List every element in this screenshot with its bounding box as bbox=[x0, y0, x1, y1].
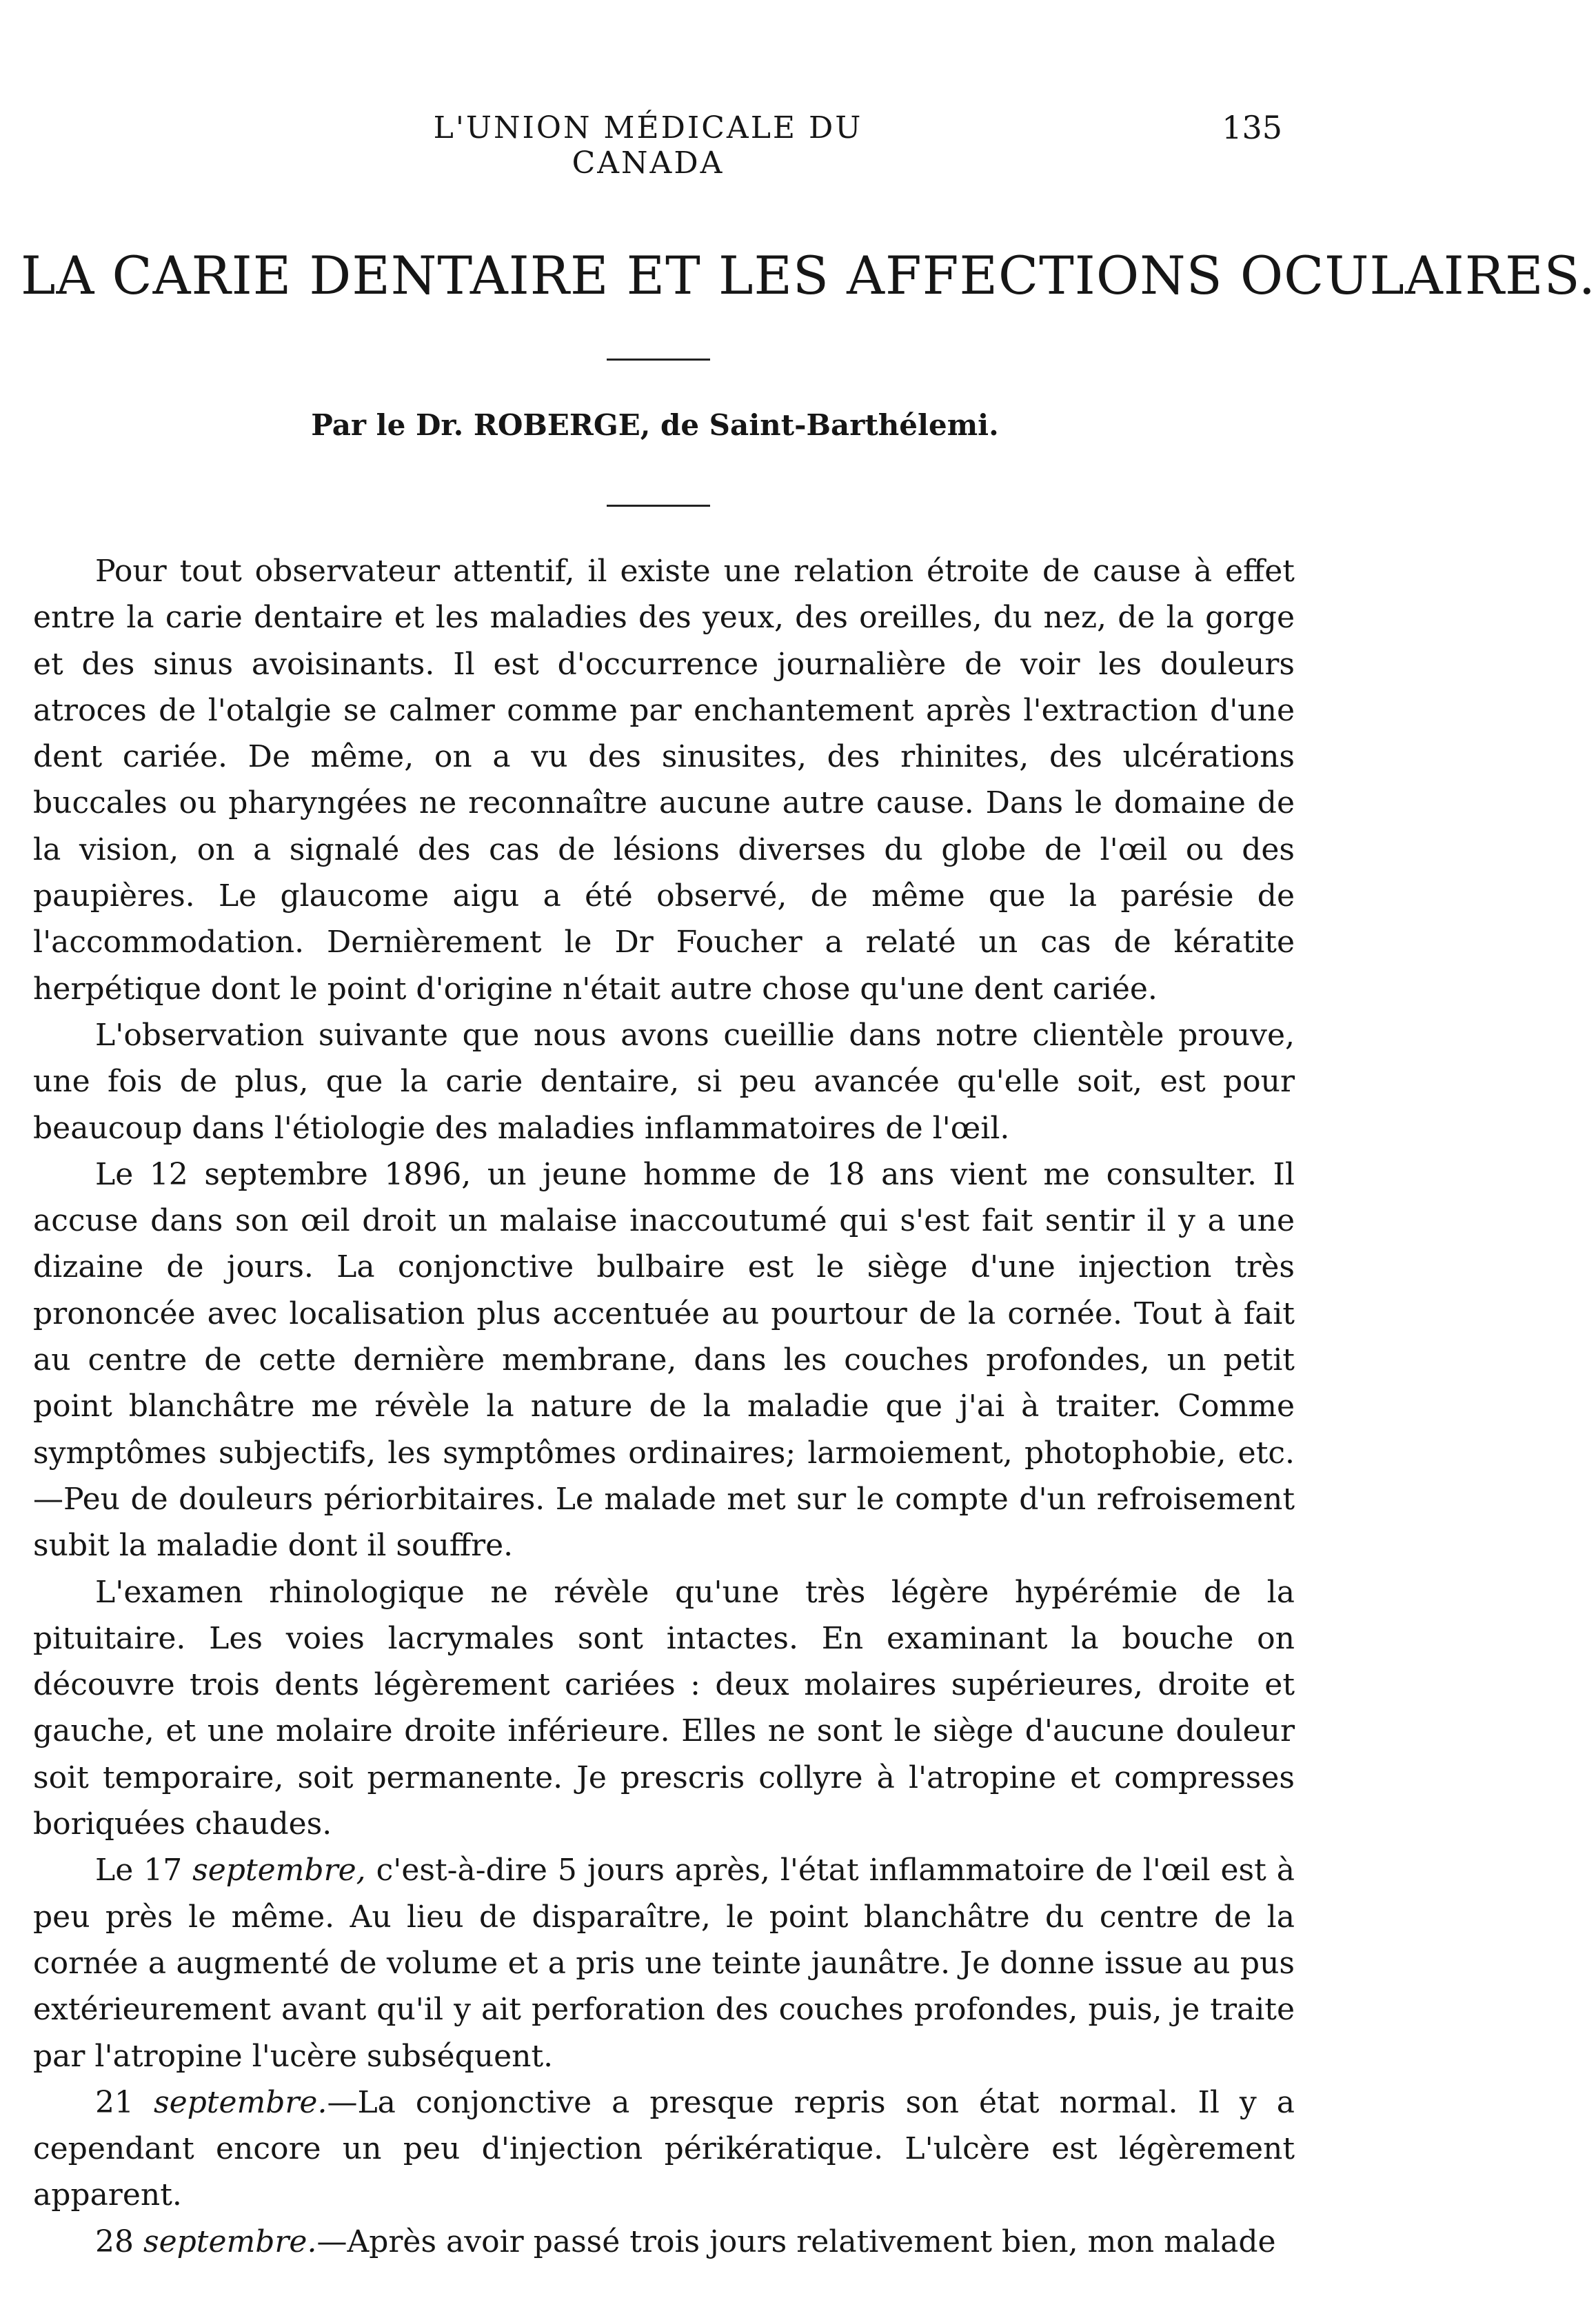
title-divider bbox=[607, 359, 710, 361]
article-byline: Par le Dr. ROBERGE, de Saint-Barthélemi. bbox=[311, 408, 999, 442]
paragraph-rhinology bbox=[33, 1569, 1295, 1848]
running-head: L'UNION MÉDICALE DU CANADA bbox=[433, 110, 863, 181]
paragraph-text: —Après avoir passé trois jours relativement bien, mon malade bbox=[316, 2224, 1276, 2259]
paragraph-lead: 28 bbox=[95, 2224, 143, 2259]
paragraph-date: septembre. bbox=[143, 2224, 317, 2259]
paragraph-lead: Le 17 bbox=[95, 1853, 193, 1888]
byline-divider bbox=[607, 505, 710, 507]
article-title: LA CARIE DENTAIRE ET LES AFFECTIONS OCULAIRES. bbox=[21, 245, 1596, 306]
paragraph-intro bbox=[33, 548, 1295, 1012]
page-header bbox=[0, 109, 1282, 181]
paragraph-text: L'examen rhinologique ne révèle qu'une très légère hypérémie de la pituitaire. Les voies lacrymales sont intactes. En examinant la bouche on découvre trois dents légèrement cariées : deux molaires supérieures, droite et gauche, et une molaire droite inférieure. Elles ne sont le siège d'aucune douleur soit temporaire, soit permanente. Je prescris collyre à l'atropine et compresses boriquées chaudes. bbox=[33, 1574, 1295, 1842]
page-number: 135 bbox=[1222, 109, 1282, 146]
paragraph-lead: 21 bbox=[95, 2084, 154, 2120]
paragraph-text: Le 12 septembre 1896, un jeune homme de 18 ans vient me consulter. Il accuse dans son œil droit un malaise inaccoutumé qui s'est fait sentir il y a une dizaine de jours. La conjonctive bulbaire est le siège d'une injection très prononcée avec localisation plus accentuée au pourtour de la cornée. Tout à fait au centre de cette dernière membrane, dans les couches profondes, un petit point blanchâtre me révèle la nature de la maladie que j'ai à traiter. Comme symptômes subjectifs, les symptômes ordinaires; larmoiement, photophobie, etc.—Peu de douleurs périorbitaires. Le malade met sur le compte d'un refroisement subit la maladie dont il souffre. bbox=[33, 1156, 1295, 1564]
paragraph-sept-28 bbox=[33, 2219, 1295, 2265]
paragraph-observation bbox=[33, 1012, 1295, 1151]
paragraph-text: —La conjonctive a presque repris son état normal. Il y a cependant encore un peu d'injection périkératique. L'ulcère est légèrement apparent. bbox=[33, 2084, 1295, 2213]
paragraph-sept-21 bbox=[33, 2079, 1295, 2219]
paragraph-date: septembre, bbox=[192, 1853, 366, 1888]
paragraph-text: c'est-à-dire 5 jours après, l'état inflammatoire de l'œil est à peu près le même. Au lieu de disparaître, le point blanchâtre du centre de la cornée a augmenté de volume et a pris une teinte jaunâtre. Je donne issue au pus extérieurement avant qu'il y ait perforation des couches profondes, puis, je traite par l'atropine l'ucère subséquent. bbox=[33, 1853, 1295, 2074]
paragraph-text: L'observation suivante que nous avons cueillie dans notre clientèle prouve, une fois de plus, que la carie dentaire, si peu avancée qu'elle soit, est pour beaucoup dans l'étiologie des maladies inflammatoires de l'œil. bbox=[33, 1017, 1295, 1146]
article-body bbox=[33, 548, 1295, 2265]
paragraph-text: Pour tout observateur attentif, il existe une relation étroite de cause à effet entre la carie dentaire et les maladies des yeux, des oreilles, du nez, de la gorge et des sinus avoisinants. Il est d'occurrence journalière de voir les douleurs atroces de l'otalgie se calmer comme par enchantement après l'extraction d'une dent cariée. De même, on a vu des sinusites, des rhinites, des ulcérations buccales ou pharyngées ne reconnaître aucune autre cause. Dans le domaine de la vision, on a signalé des cas de lésions diverses du globe de l'œil ou des paupières. Le glaucome aigu a été observé, de même que la parésie de l'accommodation. Dernièrement le Dr Foucher a relaté un cas de kératite herpétique dont le point d'origine n'était autre chose qu'une dent cariée. bbox=[33, 554, 1295, 1007]
paragraph-sept-17 bbox=[33, 1847, 1295, 2079]
paragraph-case-sept-12 bbox=[33, 1151, 1295, 1569]
paragraph-date: septembre. bbox=[153, 2084, 327, 2120]
